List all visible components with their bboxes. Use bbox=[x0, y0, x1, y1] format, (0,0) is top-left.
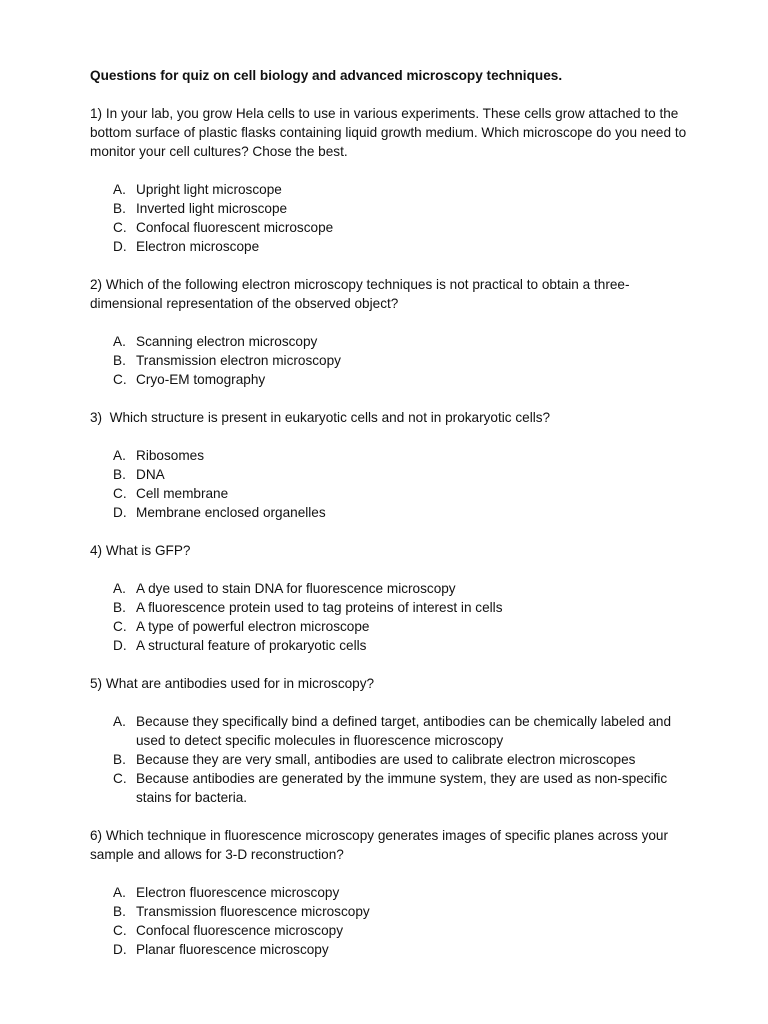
option-letter: B. bbox=[113, 904, 126, 919]
option-text: Membrane enclosed organelles bbox=[136, 505, 326, 520]
option-text: Inverted light microscope bbox=[136, 201, 288, 216]
option-letter: D. bbox=[113, 638, 127, 653]
answer-option bbox=[90, 199, 690, 218]
answer-option bbox=[90, 750, 690, 769]
option-text: Ribosomes bbox=[136, 448, 204, 463]
option-letter: A. bbox=[113, 885, 126, 900]
question-text: 6) Which technique in fluorescence microscopy generates images of specific planes across your sample and allows for 3-D reconstruction? bbox=[90, 828, 669, 862]
answer-option bbox=[90, 940, 690, 959]
answer-options bbox=[90, 712, 690, 807]
answer-options bbox=[90, 332, 690, 389]
option-letter: D. bbox=[113, 505, 127, 520]
option-text: Scanning electron microscopy bbox=[136, 334, 318, 349]
option-text: Planar fluorescence microscopy bbox=[136, 942, 329, 957]
answer-option bbox=[90, 503, 690, 522]
question-text: 4) What is GFP? bbox=[90, 543, 191, 558]
answer-option bbox=[90, 712, 690, 750]
answer-option bbox=[90, 921, 690, 940]
option-text: A type of powerful electron microscope bbox=[136, 619, 370, 634]
answer-option bbox=[90, 332, 690, 351]
answer-options bbox=[90, 579, 690, 655]
page-title: Questions for quiz on cell biology and advanced microscopy techniques. bbox=[90, 68, 563, 83]
answer-option bbox=[90, 598, 690, 617]
option-text: Because they specifically bind a defined target, antibodies can be chemically labeled and used to detect specific molecules in fluorescence microscopy bbox=[136, 714, 672, 748]
question-1 bbox=[90, 104, 690, 256]
answer-option bbox=[90, 351, 690, 370]
option-letter: C. bbox=[113, 923, 127, 938]
option-letter: A. bbox=[113, 714, 126, 729]
question-text: 1) In your lab, you grow Hela cells to use in various experiments. These cells grow attached to the bottom surface of plastic flasks containing liquid growth medium. Which microscope do you need to monitor your cell cultures? Chose the best. bbox=[90, 106, 687, 159]
option-letter: C. bbox=[113, 220, 127, 235]
answer-option bbox=[90, 218, 690, 237]
option-letter: B. bbox=[113, 467, 126, 482]
quiz-page bbox=[90, 66, 690, 978]
answer-option bbox=[90, 370, 690, 389]
option-text: Cell membrane bbox=[136, 486, 229, 501]
question-5 bbox=[90, 674, 690, 807]
option-text: A fluorescence protein used to tag proteins of interest in cells bbox=[136, 600, 503, 615]
option-text: A structural feature of prokaryotic cells bbox=[136, 638, 367, 653]
option-letter: C. bbox=[113, 619, 127, 634]
option-text: Cryo-EM tomography bbox=[136, 372, 266, 387]
answer-option bbox=[90, 636, 690, 655]
option-text: Electron microscope bbox=[136, 239, 260, 254]
option-letter: C. bbox=[113, 486, 127, 501]
option-text: A dye used to stain DNA for fluorescence microscopy bbox=[136, 581, 456, 596]
question-2 bbox=[90, 275, 690, 389]
option-text: Confocal fluorescence microscopy bbox=[136, 923, 344, 938]
option-letter: C. bbox=[113, 771, 127, 786]
answer-option bbox=[90, 769, 690, 807]
question-text: 2) Which of the following electron microscopy techniques is not practical to obtain a three-dimensional representation of the observed object? bbox=[90, 277, 630, 311]
option-text: Transmission electron microscopy bbox=[136, 353, 341, 368]
option-letter: A. bbox=[113, 334, 126, 349]
option-letter: A. bbox=[113, 448, 126, 463]
option-letter: A. bbox=[113, 182, 126, 197]
option-text: Because antibodies are generated by the immune system, they are used as non-specific stains for bacteria. bbox=[136, 771, 668, 805]
answer-option bbox=[90, 883, 690, 902]
option-text: Upright light microscope bbox=[136, 182, 282, 197]
option-text: Because they are very small, antibodies are used to calibrate electron microscopes bbox=[136, 752, 636, 767]
option-letter: D. bbox=[113, 239, 127, 254]
option-text: DNA bbox=[136, 467, 165, 482]
option-letter: A. bbox=[113, 581, 126, 596]
question-3 bbox=[90, 408, 690, 522]
answer-option bbox=[90, 617, 690, 636]
answer-option bbox=[90, 579, 690, 598]
option-text: Electron fluorescence microscopy bbox=[136, 885, 340, 900]
question-text: 5) What are antibodies used for in microscopy? bbox=[90, 676, 375, 691]
question-4 bbox=[90, 541, 690, 655]
option-letter: D. bbox=[113, 942, 127, 957]
option-letter: B. bbox=[113, 600, 126, 615]
option-letter: B. bbox=[113, 201, 126, 216]
answer-options bbox=[90, 180, 690, 256]
answer-options bbox=[90, 883, 690, 959]
option-text: Transmission fluorescence microscopy bbox=[136, 904, 370, 919]
question-text: 3) Which structure is present in eukaryotic cells and not in prokaryotic cells? bbox=[90, 410, 551, 425]
answer-option bbox=[90, 237, 690, 256]
option-letter: B. bbox=[113, 752, 126, 767]
answer-option bbox=[90, 902, 690, 921]
answer-option bbox=[90, 465, 690, 484]
option-text: Confocal fluorescent microscope bbox=[136, 220, 334, 235]
question-6 bbox=[90, 826, 690, 959]
answer-option bbox=[90, 180, 690, 199]
answer-option bbox=[90, 484, 690, 503]
option-letter: B. bbox=[113, 353, 126, 368]
answer-options bbox=[90, 446, 690, 522]
answer-option bbox=[90, 446, 690, 465]
option-letter: C. bbox=[113, 372, 127, 387]
